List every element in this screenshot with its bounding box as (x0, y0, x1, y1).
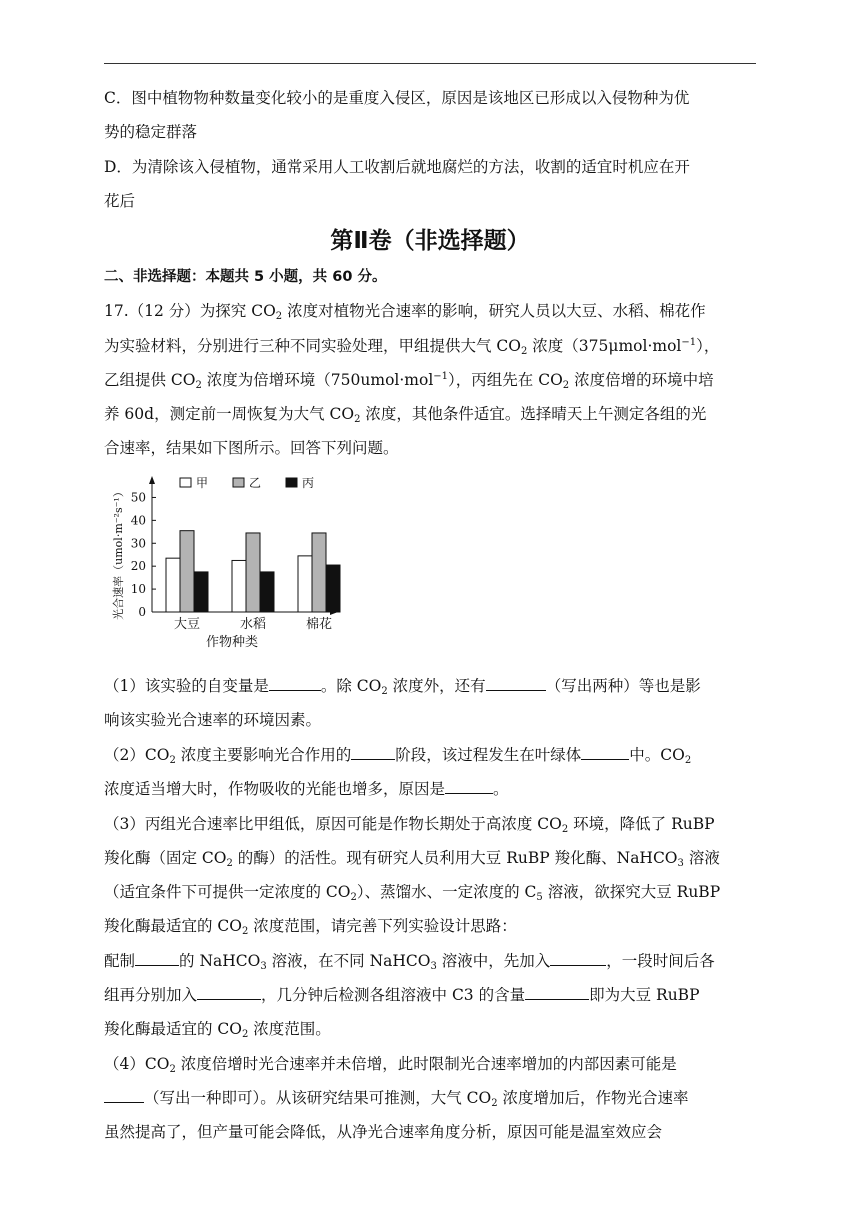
q17-line4: 养 60d，测定前一周恢复为大气 $CO_2$ 浓度，其他条件适宜。选择晴天上午测定各组的光 (104, 405, 707, 425)
q17-line5: 合速率，结果如下图所示。回答下列问题。 (104, 439, 399, 457)
x-tick-label: 棉花 (305, 617, 333, 632)
option-d-line1: D．为清除该入侵植物，通常采用人工收割后就地腐烂的方法，收割的适宜时机应在开 (104, 158, 690, 176)
q4-line3: 虽然提高了，但产量可能会降低，从净光合速率角度分析，原因可能是温室效应会 (104, 1123, 663, 1141)
x-tick-label: 水稻 (239, 617, 267, 632)
q1-line2: 响该实验光合速率的环境因素。 (104, 711, 322, 729)
legend-swatch-丙 (286, 478, 297, 487)
bar-乙-棉花 (312, 533, 326, 612)
q17-line3: 乙组提供 $CO_2$ 浓度为倍增环境（750umol·mol$^{-1}$），丙组先在 $CO_2$ 浓度倍增的环境中培 (104, 371, 714, 391)
q3-line4: 羧化酶最适宜的 $CO_2$ 浓度范围，请完善下列实验设计思路： (104, 917, 517, 937)
q4-line1: $(4)CO_2$ 浓度倍增时光合速率并未倍增，此时限制光合速率增加的内部因素可能是 (104, 1055, 677, 1075)
option-c-line1: C．图中植物物种数量变化较小的是重度入侵区，原因是该地区已形成以入侵物种为优 (104, 89, 690, 107)
answer-blank[interactable] (269, 676, 321, 691)
y-tick-label: 50 (130, 490, 146, 505)
y-axis-arrow (149, 476, 155, 484)
bar-丙-大豆 (194, 572, 208, 612)
legend-label-丙: 丙 (302, 476, 315, 490)
q17-line2: 为实验材料，分别进行三种不同实验处理，甲组提供大气 $CO_2$ 浓度（375μmol·mol$^{-1}$）， (104, 337, 720, 357)
bar-甲-棉花 (298, 556, 312, 612)
y-tick-label: 20 (130, 559, 146, 574)
answer-blank[interactable] (525, 985, 589, 1000)
option-c-line2: 势的稳定群落 (104, 123, 198, 141)
y-axis-label: 光合速率（umol·m⁻²s⁻¹） (112, 486, 125, 620)
answer-blank[interactable] (581, 745, 629, 760)
bar-甲-大豆 (166, 558, 180, 612)
legend-label-乙: 乙 (249, 476, 262, 490)
q3-line6: 组再分别加入 ，几分钟后检测各组溶液中 C3 的含量 即为大豆 RuBP (104, 986, 700, 1004)
bar-丙-水稻 (260, 572, 274, 612)
q3-line3: （适宜条件下可提供一定浓度的 $CO_2$）、蒸馏水、一定浓度的 $C_5$ 溶液，欲探究大豆 RuBP (104, 883, 721, 903)
answer-blank[interactable] (445, 779, 493, 794)
answer-blank[interactable] (135, 951, 179, 966)
answer-blank[interactable] (197, 985, 261, 1000)
y-tick-label: 40 (130, 513, 146, 528)
header-rule (104, 63, 756, 64)
q4-line2: （写出一种即可）。从该研究结果可推测，大气 $CO_2$ 浓度增加后，作物光合速率 (104, 1088, 689, 1108)
legend-swatch-甲 (180, 478, 191, 487)
q3-line5: 配制 的 NaHCO$_3$ 溶液，在不同 NaHCO$_3$ 溶液中，先加入 ，一段时间后各 (104, 952, 715, 972)
section-heading: 二、非选择题：本题共 5 小题，共 60 分。 (104, 269, 387, 285)
legend-label-甲: 甲 (196, 476, 209, 490)
answer-blank[interactable] (486, 676, 546, 691)
q17-line1: 17.（12 分）为探究 $CO_2$ 浓度对植物光合速率的影响，研究人员以大豆、水稻、棉花作 (104, 302, 706, 322)
answer-blank[interactable] (104, 1088, 144, 1103)
answer-blank[interactable] (550, 951, 606, 966)
x-axis-label: 作物种类 (205, 635, 259, 650)
q1-line1: （1）该实验的自变量是 。除 $CO_2$ 浓度外，还有 （写出两种）等也是影 (104, 677, 701, 697)
option-d-line2: 花后 (104, 192, 136, 210)
q2-line2: 浓度适当增大时，作物吸收的光能也增多，原因是 。 (104, 780, 509, 798)
answer-blank[interactable] (351, 745, 395, 760)
q3-line7: 羧化酶最适宜的 $CO_2$ 浓度范围。 (104, 1020, 331, 1040)
y-tick-label: 10 (130, 582, 146, 597)
photosynthesis-bar-chart (104, 472, 344, 662)
bar-丙-棉花 (326, 565, 340, 612)
bar-甲-水稻 (232, 560, 246, 612)
bar-乙-水稻 (246, 533, 260, 612)
q3-line2: 羧化酶（固定 $CO_2$ 的酶）的活性。现有研究人员利用大豆 RuBP 羧化酶、NaHCO$_3$ 溶液 (104, 849, 720, 869)
legend-swatch-乙 (233, 478, 244, 487)
q3-line1: （3）丙组光合速率比甲组低，原因可能是作物长期处于高浓度 $CO_2$ 环境，降低了 RuBP (104, 815, 715, 835)
section-title: 第Ⅱ卷（非选择题） (330, 228, 530, 254)
x-tick-label: 大豆 (173, 617, 201, 632)
bar-乙-大豆 (180, 531, 194, 612)
y-tick-label: 30 (130, 536, 146, 551)
q2-line1: $(2)CO_2$ 浓度主要影响光合作用的 阶段，该过程发生在叶绿体 中。$CO_2$ (104, 746, 692, 766)
y-tick-label: 0 (138, 605, 146, 619)
